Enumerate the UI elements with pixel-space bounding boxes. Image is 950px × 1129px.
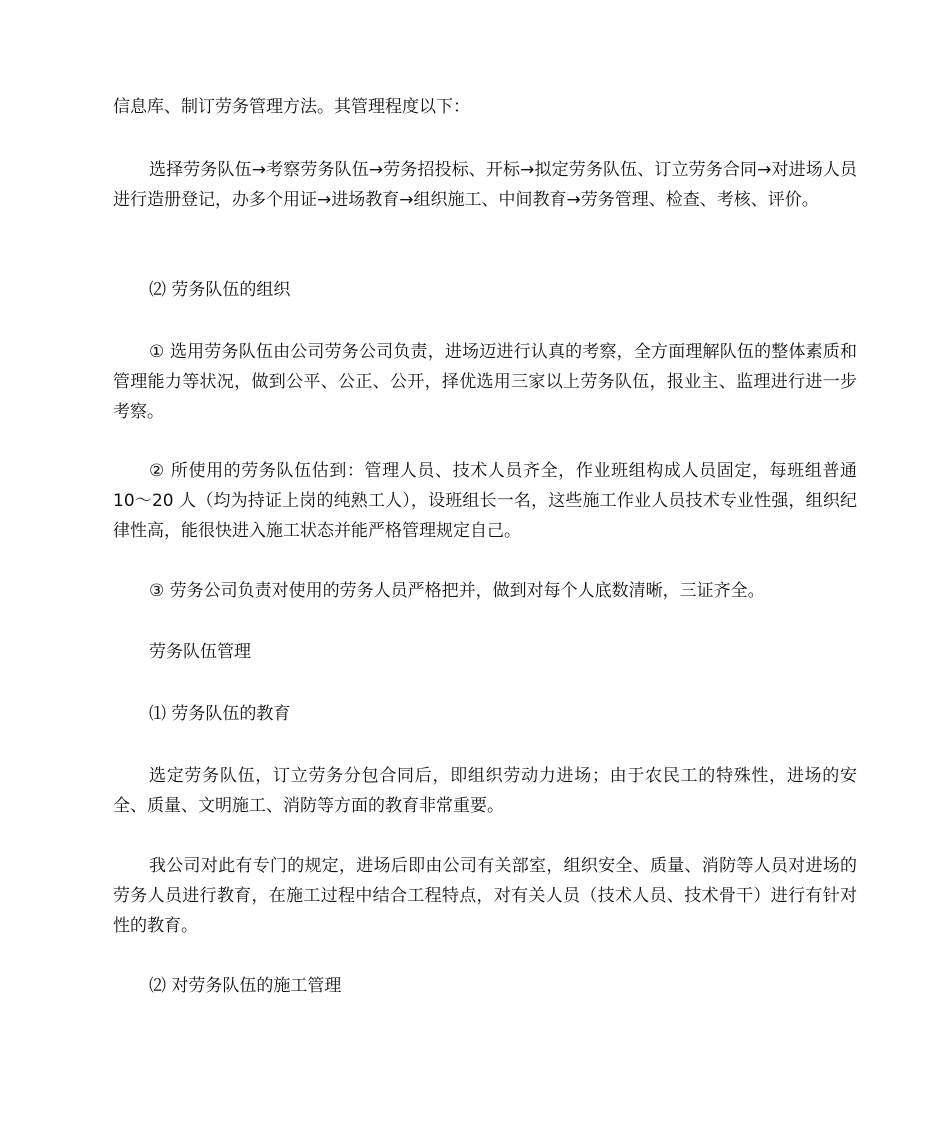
heading-team-education: ⑴ 劳务队伍的教育 [149, 704, 291, 724]
heading-team-management: 劳务队伍管理 [149, 642, 251, 662]
paragraph-item-1: ① 选用劳务队伍由公司劳务公司负责，进场迈进行认真的考察，全方面理解队伍的整体素质和管理能力等状况，做到公平、公正、公开，择优选用三家以上劳务队伍，报业主、监理进行进一步考察。 [113, 342, 857, 422]
heading-construction-management: ⑵ 对劳务队伍的施工管理 [149, 976, 342, 996]
paragraph-process-flow: 选择劳务队伍→考察劳务队伍→劳务招投标、开标→拟定劳务队伍、订立劳务合同→对进场人员进行造册登记，办多个用证→进场教育→组织施工、中间教育→劳务管理、检查、考核、评价。 [113, 160, 857, 210]
heading-team-organization: ⑵ 劳务队伍的组织 [149, 280, 291, 300]
paragraph-intro: 信息库、制订劳务管理方法。其管理程度以下： [113, 97, 470, 117]
paragraph-item-3: ③ 劳务公司负责对使用的劳务人员严格把并，做到对每个人底数清晰，三证齐全。 [149, 581, 765, 601]
paragraph-education-2: 我公司对此有专门的规定，进场后即由公司有关部室，组织安全、质量、消防等人员对进场的劳务人员进行教育，在施工过程中结合工程特点，对有关人员（技术人员、技术骨干）进行有针对性的教育。 [113, 856, 857, 936]
paragraph-item-2: ② 所使用的劳务队伍估到：管理人员、技术人员齐全，作业班组构成人员固定，每班组普通 10～20 人（均为持证上岗的纯熟工人），设班组长一名，这些施工作业人员技术专业性强，组织纪律性高，能很快进入施工状态并能严格管理规定自己。 [113, 461, 857, 541]
paragraph-education-1: 选定劳务队伍，订立劳务分包合同后，即组织劳动力进场；由于农民工的特殊性，进场的安全、质量、文明施工、消防等方面的教育非常重要。 [113, 766, 857, 816]
